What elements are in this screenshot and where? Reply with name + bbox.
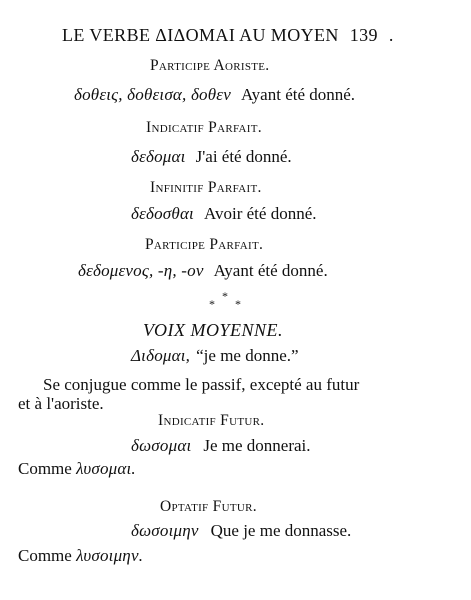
comme-word: Comme [18, 459, 72, 478]
header-title: LE VERBE ΔIΔOMAI AU MOYEN [62, 25, 339, 45]
greek-form: δεδομενος, -η, -ον [78, 261, 204, 280]
conjugation-line [131, 205, 317, 222]
conjugation-line [78, 262, 328, 279]
french-translation: Je me donnerai. [203, 436, 311, 455]
section-heading-infinitif-parfait: Infinitif Parfait. [150, 179, 262, 196]
section-heading-optatif-futur: Optatif Futur. [160, 498, 257, 515]
conjugation-line [131, 522, 351, 539]
greek-form: δεδομαι [131, 147, 186, 166]
note-line: et à l'aoriste. [18, 394, 104, 413]
french-translation: Ayant été donné. [213, 261, 328, 280]
conjugation-line [131, 437, 311, 454]
section-heading-indicatif-parfait: Indicatif Parfait. [146, 119, 262, 136]
asterism-star: * [222, 289, 228, 303]
comparison-line [18, 547, 143, 564]
note-line: Se conjugue comme le passif, excepté au futur [43, 375, 360, 394]
greek-form: δοθεις, δοθεισα, δοθεν [74, 85, 231, 104]
comme-word: Comme [18, 546, 72, 565]
comparison-line [18, 460, 136, 477]
french-translation: Que je me donnasse. [210, 521, 352, 540]
header-mark: . [388, 25, 394, 45]
conjugation-line [131, 148, 292, 165]
section-heading-indicatif-futur: Indicatif Futur. [158, 412, 265, 429]
greek-form: δωσομαι [131, 436, 192, 455]
greek-form: λυσομαι. [76, 459, 136, 478]
conjugation-line [74, 86, 355, 103]
french-translation: J'ai été donné. [195, 147, 292, 166]
greek-form: Διδομαι, [131, 346, 191, 365]
french-translation: Ayant été donné. [240, 85, 356, 104]
asterism-star: * [235, 297, 241, 311]
running-header [62, 26, 394, 44]
french-translation: “je me donne.” [196, 346, 299, 365]
page-number: 139 [349, 25, 378, 45]
asterism-star: * [209, 297, 215, 311]
greek-form: δωσοιμην [131, 521, 199, 540]
greek-form: δεδοσθαι [131, 204, 194, 223]
greek-form: λυσοιμην. [76, 546, 144, 565]
section-heading-participe-aoriste: Participe Aoriste. [150, 57, 270, 74]
section-heading-participe-parfait: Participe Parfait. [145, 236, 264, 253]
french-translation: Avoir été donné. [203, 204, 317, 223]
voix-example-line [131, 347, 299, 364]
section-title-voix-moyenne: VOIX MOYENNE. [143, 320, 283, 340]
